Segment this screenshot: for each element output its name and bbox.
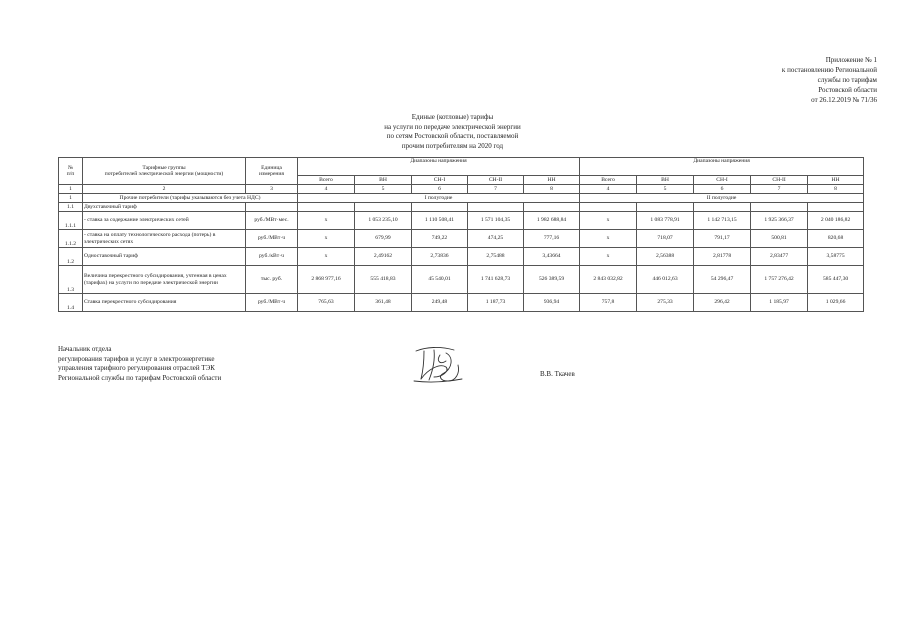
subheader-cell: НН <box>524 176 580 185</box>
header-voltage-ranges-1: Диапазоны напряжения <box>298 158 580 176</box>
value-cell: 749,22 <box>412 230 468 248</box>
value-cell: х <box>580 248 637 266</box>
value-cell: 765,63 <box>298 294 355 312</box>
value-cell: 2,73836 <box>412 248 468 266</box>
tariff-row <box>59 212 864 230</box>
value-cell: 1 741 628,73 <box>468 266 524 294</box>
row-label: - ставка за содержание электрических сетей <box>83 212 246 230</box>
subheader-cell: ВН <box>637 176 694 185</box>
value-cell: х <box>298 230 355 248</box>
subheader-cell: Всего <box>580 176 637 185</box>
row-num: 1.1.2 <box>59 230 83 248</box>
footer-line: Региональной службы по тарифам Ростовской области <box>58 373 222 382</box>
value-cell: 1 982 688,84 <box>524 212 580 230</box>
section-num: 1 <box>59 194 83 203</box>
tariff-row <box>59 266 864 294</box>
value-cell: 1 925 366,37 <box>751 212 808 230</box>
value-cell: 2,56388 <box>637 248 694 266</box>
value-cell: 1 142 713,15 <box>694 212 751 230</box>
value-cell: 718,07 <box>637 230 694 248</box>
row-num: 1.1 <box>59 203 83 212</box>
index-cell: 6 <box>412 185 468 194</box>
index-cell: 5 <box>355 185 412 194</box>
header-groups: Тарифные группы потребителей электрической энергии (мощности) <box>83 158 246 185</box>
row-1-1 <box>59 203 864 212</box>
section-row <box>59 194 864 203</box>
value-cell: х <box>580 212 637 230</box>
value-cell: 777,16 <box>524 230 580 248</box>
title-line: по сетям Ростовской области, поставляемой <box>386 132 519 140</box>
value-cell: 2,81778 <box>694 248 751 266</box>
value-cell: 3,43664 <box>524 248 580 266</box>
tariff-row <box>59 294 864 312</box>
row-num: 1.4 <box>59 294 83 312</box>
appendix-line: к постановлению Региональной <box>781 66 877 74</box>
header-num: № п/п <box>59 158 83 185</box>
row-unit: тыс. руб. <box>246 266 298 294</box>
value-cell: 1 757 276,42 <box>751 266 808 294</box>
index-cell: 4 <box>580 185 637 194</box>
half-year-2: II полугодие <box>580 194 864 203</box>
index-cell: 2 <box>83 185 246 194</box>
appendix-line: Ростовской области <box>818 86 877 94</box>
value-cell: 2,83477 <box>751 248 808 266</box>
appendix-line: Приложение № 1 <box>825 56 877 64</box>
subheader-cell: ВН <box>355 176 412 185</box>
subheader-cell: НН <box>808 176 864 185</box>
value-cell: 2 868 977,16 <box>298 266 355 294</box>
index-row <box>59 185 864 194</box>
half-year-1: I полугодие <box>298 194 580 203</box>
value-cell: 757,8 <box>580 294 637 312</box>
header-row <box>59 158 864 176</box>
index-cell: 7 <box>751 185 808 194</box>
appendix-line: службы по тарифам <box>817 76 877 84</box>
index-cell: 7 <box>468 185 524 194</box>
value-cell: 3,58775 <box>808 248 864 266</box>
subheader-cell: СН-I <box>694 176 751 185</box>
row-label: - ставка на оплату технологического расхода (потерь) в электрических сетях <box>83 230 246 248</box>
row-label: Величина перекрестного субсидирования, учтенная в ценах (тарифах) на услуги по передаче электрической энергии <box>83 266 246 294</box>
value-cell: 2 843 032,82 <box>580 266 637 294</box>
value-cell: 1 053 235,10 <box>355 212 412 230</box>
value-cell: 2,49162 <box>355 248 412 266</box>
title-line: Единые (котловые) тарифы <box>411 113 494 121</box>
index-cell: 3 <box>246 185 298 194</box>
value-cell: 2 040 186,82 <box>808 212 864 230</box>
row-num: 1.3 <box>59 266 83 294</box>
row-label: Двухставочный тариф <box>83 203 246 212</box>
handwritten-signature <box>410 343 465 385</box>
tariff-table <box>58 157 864 312</box>
value-cell: х <box>298 248 355 266</box>
value-cell: 820,68 <box>808 230 864 248</box>
header-unit: Единица измерения <box>246 158 298 185</box>
value-cell: 1 185,97 <box>751 294 808 312</box>
row-label: Одноставочный тариф <box>83 248 246 266</box>
row-unit: руб./кВт·ч <box>246 248 298 266</box>
value-cell: 555 418,83 <box>355 266 412 294</box>
row-unit: руб./МВт·ч <box>246 230 298 248</box>
appendix-block <box>782 55 877 105</box>
value-cell: 361,48 <box>355 294 412 312</box>
title-line: на услуги по передаче электрической энергии <box>384 122 521 131</box>
footer-line: Начальник отдела <box>58 345 112 353</box>
value-cell: 1 571 104,35 <box>468 212 524 230</box>
document-title <box>0 113 905 151</box>
value-cell: 1 187,73 <box>468 294 524 312</box>
footer-line: управления тарифного регулирования отраслей ТЭК <box>58 364 215 372</box>
index-cell: 6 <box>694 185 751 194</box>
value-cell: 1 110 508,41 <box>412 212 468 230</box>
value-cell: 275,33 <box>637 294 694 312</box>
subheader-cell: СН-II <box>468 176 524 185</box>
row-unit: руб./МВт·ч <box>246 294 298 312</box>
row-unit: руб./МВт·мес. <box>246 212 298 230</box>
value-cell: 936,94 <box>524 294 580 312</box>
value-cell: 500,81 <box>751 230 808 248</box>
value-cell: 474,25 <box>468 230 524 248</box>
signature-block <box>58 345 221 383</box>
appendix-line: от 26.12.2019 № 71/36 <box>811 96 877 104</box>
row-num: 1.2 <box>59 248 83 266</box>
value-cell: 526 389,59 <box>524 266 580 294</box>
row-label: Ставка перекрестного субсидирования <box>83 294 246 312</box>
index-cell: 8 <box>524 185 580 194</box>
subheader-cell: СН-II <box>751 176 808 185</box>
value-cell: 1 029,66 <box>808 294 864 312</box>
index-cell: 1 <box>59 185 83 194</box>
value-cell: 679,99 <box>355 230 412 248</box>
value-cell: 249,48 <box>412 294 468 312</box>
header-voltage-ranges-2: Диапазоны напряжения <box>580 158 864 176</box>
subheader-cell: Всего <box>298 176 355 185</box>
row-num: 1.1.1 <box>59 212 83 230</box>
tariff-row <box>59 230 864 248</box>
value-cell: 45 540,01 <box>412 266 468 294</box>
title-line: прочим потребителям на 2020 год <box>401 141 504 150</box>
value-cell: 54 296,47 <box>694 266 751 294</box>
index-cell: 5 <box>637 185 694 194</box>
value-cell: 446 012,63 <box>637 266 694 294</box>
value-cell: х <box>580 230 637 248</box>
footer-line: регулирования тарифов и услуг в электроэнергетике <box>58 354 215 363</box>
tariff-row <box>59 248 864 266</box>
subheader-cell: СН-I <box>412 176 468 185</box>
index-cell: 8 <box>808 185 864 194</box>
value-cell: 2,75488 <box>468 248 524 266</box>
value-cell: 296,42 <box>694 294 751 312</box>
value-cell: 1 083 778,91 <box>637 212 694 230</box>
value-cell: 791,17 <box>694 230 751 248</box>
signer-name: В.В. Ткачев <box>540 370 575 378</box>
index-cell: 4 <box>298 185 355 194</box>
value-cell: х <box>298 212 355 230</box>
section-label: Прочие потребители (тарифы указываются без учета НДС) <box>83 194 298 203</box>
value-cell: 585 447,30 <box>808 266 864 294</box>
